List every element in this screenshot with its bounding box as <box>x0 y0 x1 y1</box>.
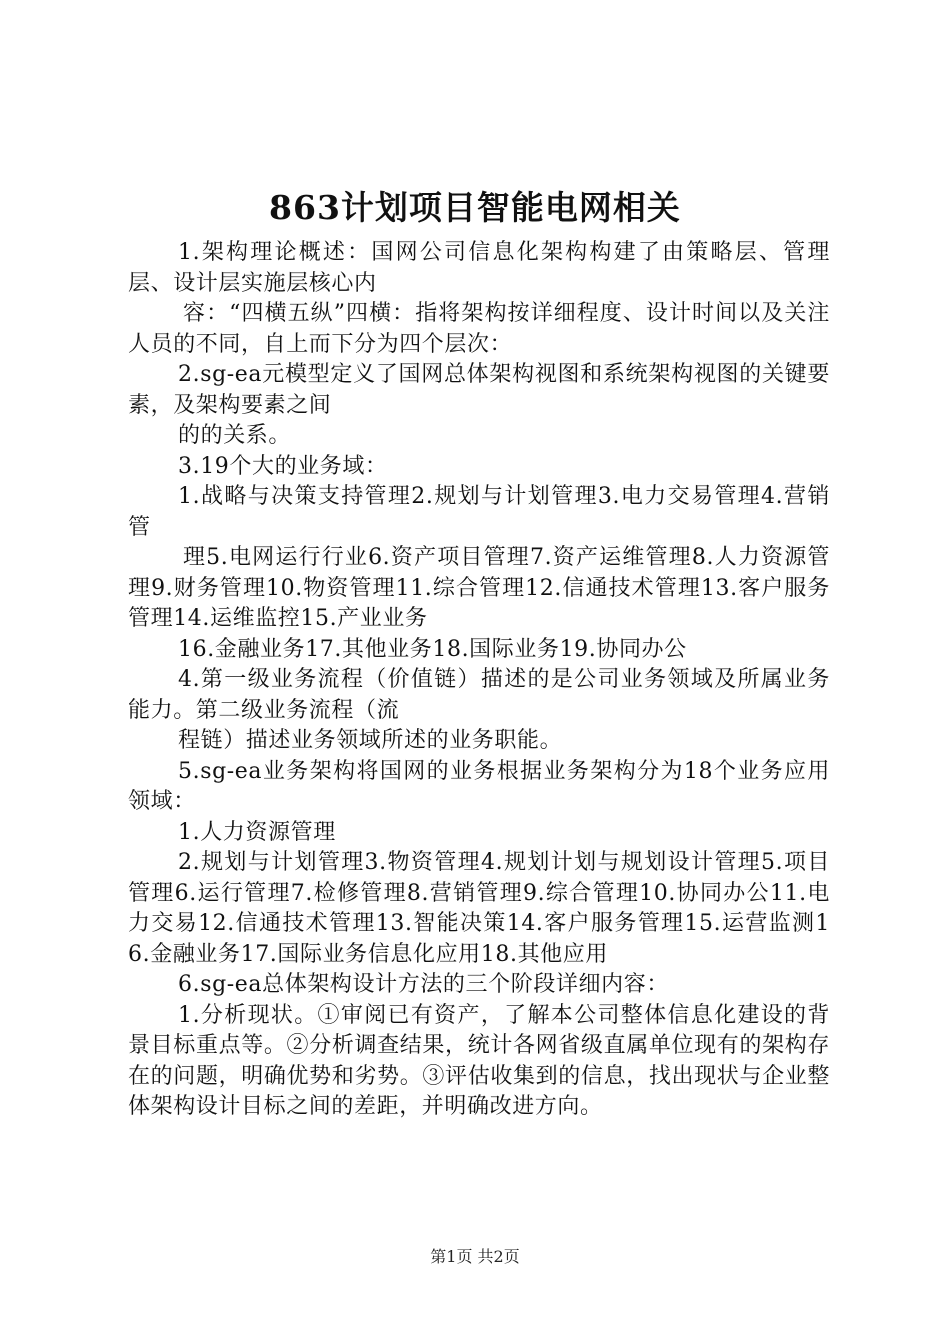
paragraph: 2.规划与计划管理3.物资管理4.规划计划与规划设计管理5.项目管理6.运行管理7.检修管理8.营销管理9.综合管理10.协同办公11.电力交易12.信通技术管理13.智能决策14.客户服务管理15.运营监测16.金融业务17.国际业务信息化应用18.其他应用 <box>128 850 830 967</box>
paragraph: 4.第一级业务流程（价值链）描述的是公司业务领域及所属业务能力。第二级业务流程（流 <box>128 667 830 723</box>
paragraph: 1.架构理论概述：国网公司信息化架构构建了由策略层、管理层、设计层实施层核心内 <box>128 240 830 296</box>
paragraph: 容：“四横五纵”四横：指将架构按详细程度、设计时间以及关注人员的不同，自上而下分为四个层次： <box>128 301 830 357</box>
page-footer: 第1页 共2页 <box>430 1247 520 1266</box>
paragraph: 1.战略与决策支持管理2.规划与计划管理3.电力交易管理4.营销管 <box>128 484 830 540</box>
paragraph: 的的关系。 <box>178 423 292 448</box>
document-body <box>128 238 830 1123</box>
paragraph: 1.人力资源管理 <box>178 819 336 845</box>
paragraph: 理5.电网运行行业6.资产项目管理7.资产运维管理8.人力资源管理9.财务管理10.物资管理11.综合管理12.信通技术管理13.客户服务管理14.运维监控15.产业业务 <box>128 545 830 631</box>
paragraph: 程链）描述业务领域所述的业务职能。 <box>178 728 563 753</box>
paragraph: 2.sg-ea元模型定义了国网总体架构视图和系统架构视图的关键要素，及架构要素之间 <box>128 362 830 418</box>
paragraph: 1.分析现状。①审阅已有资产，了解本公司整体信息化建设的背景目标重点等。②分析调查结果，统计各网省级直属单位现有的架构存在的问题，明确优势和劣势。③评估收集到的信息，找出现状与企业整体架构设计目标之间的差距，并明确改进方向。 <box>128 1002 830 1119</box>
document-title: 863计划项目智能电网相关 <box>269 188 681 227</box>
paragraph: 16.金融业务17.其他业务18.国际业务19.协同办公 <box>178 636 687 662</box>
paragraph: 3.19个大的业务域： <box>178 453 388 479</box>
paragraph: 6.sg-ea总体架构设计方法的三个阶段详细内容： <box>178 972 669 997</box>
paragraph: 5.sg-ea业务架构将国网的业务根据业务架构分为18个业务应用领域： <box>128 758 830 814</box>
